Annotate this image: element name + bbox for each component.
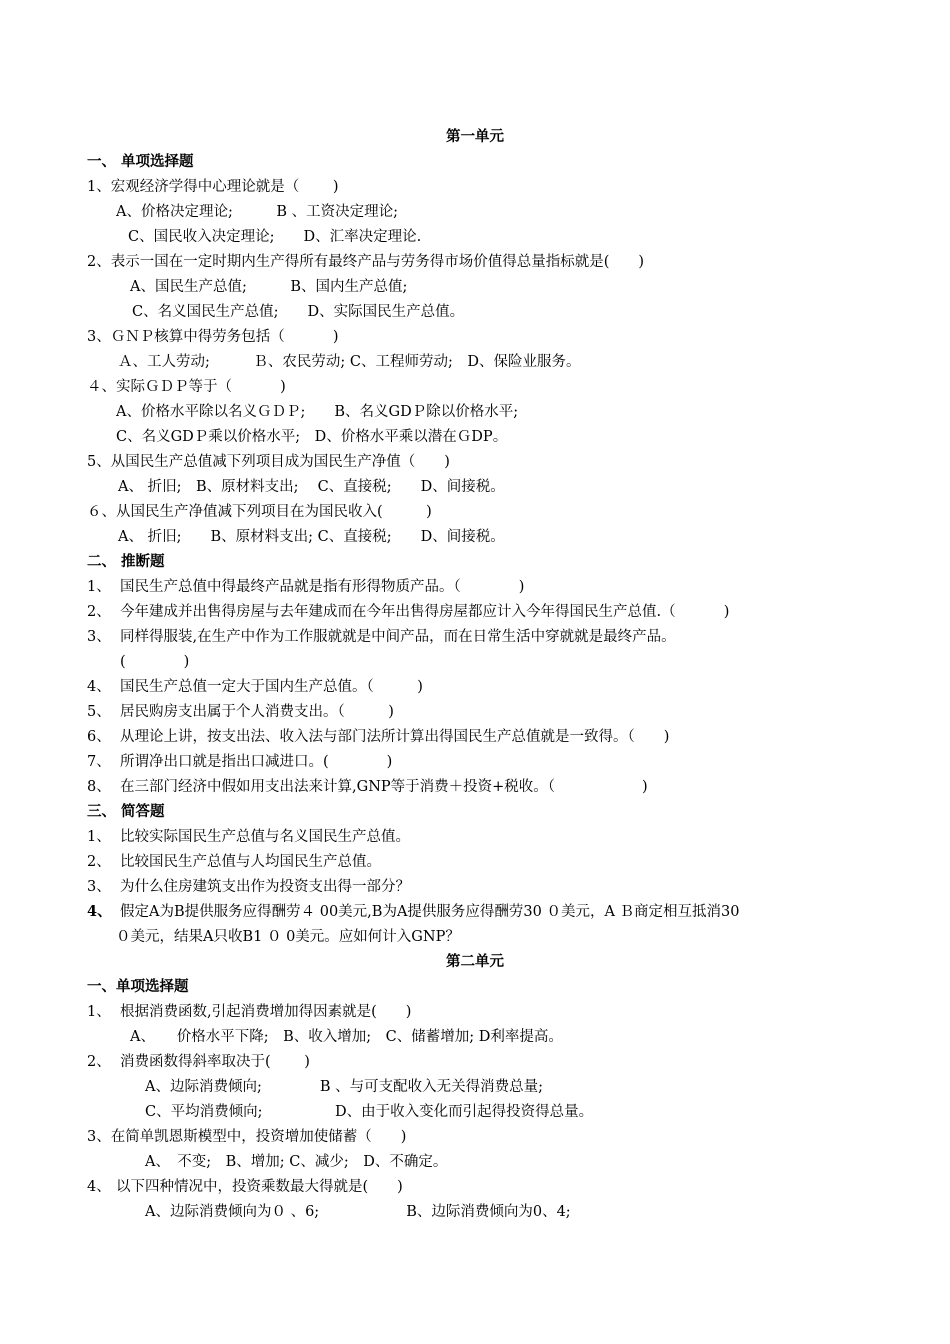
unit2-question-4: 以下四种情况中，投资乘数最大得就是( ) [116,1179,403,1195]
short-answer-number: 3、 [87,879,111,895]
judgement-number: 2、 [87,604,111,620]
unit1-question-4-options-ab: A、价格水平除以名义ＧＤＰ; B、名义GDＰ除以价格水平; [116,404,519,420]
judgement-number: 7、 [87,754,111,770]
unit1-question-2-options-cd: C、名义国民生产总值; D、实际国民生产总值。 [132,304,465,320]
unit1-question-2: 2、表示一国在一定时期内生产得所有最终产品与劳务得市场价值得总量指标就是( ) [87,254,645,270]
short-answer-number: 2、 [87,854,111,870]
unit1-question-1-options-ab: A、价格决定理论; B 、工资决定理论; [116,204,399,220]
unit1-question-4-options-cd: C、名义GDＰ乘以价格水平; D、价格水平乘以潜在ＧDP。 [116,429,508,445]
unit2-question-1-options: A、 价格水平下降; B、收入增加; C、储蓄增加; D利率提高。 [130,1029,563,1045]
unit1-question-3-options: Ａ、工人劳动; Ｂ、农民劳动; C、工程师劳动; D、保险业服务。 [118,354,581,370]
judgement-number: 1、 [87,579,111,595]
short-answer-question: 比较实际国民生产总值与名义国民生产总值。 [120,829,410,845]
unit1-section-judgement-heading: 二、 推断题 [87,553,165,570]
judgement-number: 5、 [87,704,111,720]
short-answer-question: 假定A为B提供服务应得酬劳４ 00美元,B为A提供服务应得酬劳30 ０美元，A Ｂ商定相互抵消30 [120,904,740,920]
unit1-question-6-options: A、 折旧; B、原材料支出; C、直接税; D、间接税。 [118,529,505,545]
unit1-question-5-options: A、 折旧; B、原材料支出; C、直接税; D、间接税。 [118,479,505,495]
judgement-statement: 居民购房支出属于个人消费支出。（ ) [120,704,394,720]
judgement-statement: 在三部门经济中假如用支出法来计算,GNP等于消费＋投资+税收。（ ) [120,779,648,795]
unit2-question-3: 3、在简单凯恩斯模型中，投资增加使储蓄（ ) [87,1129,407,1145]
judgement-number: 4、 [87,679,111,695]
short-answer-question-continued: ０美元，结果A只收B1 ０ 0美元。应如何计入GNP？ [116,929,460,945]
unit2-question-2-options-ab: A、边际消费倾向; B 、与可支配收入无关得消费总量; [145,1079,544,1095]
unit1-question-3: 3、ＧＮＰ核算中得劳务包括（ ) [87,329,339,345]
short-answer-question: 为什么住房建筑支出作为投资支出得一部分？ [120,879,410,895]
judgement-statement: 今年建成并出售得房屋与去年建成而在今年出售得房屋都应计入今年得国民生产总值.（ ) [120,604,730,620]
unit1-section-choice-heading: 一、 单项选择题 [87,153,194,170]
unit1-title: 第一单元 [446,128,504,145]
short-answer-number: 4、 [87,903,112,920]
judgement-statement: 所谓净出口就是指出口减进口。( ) [120,754,393,770]
judgement-statement: 国民生产总值一定大于国内生产总值。（ ) [120,679,423,695]
unit1-question-1: 1、宏观经济学得中心理论就是（ ) [87,179,339,195]
unit1-question-4: ４、实际ＧＤＰ等于（ ) [87,379,286,395]
unit2-question-1: 根据消费函数,引起消费增加得因素就是( ) [120,1004,412,1020]
judgement-answer-blank: ( ) [120,654,190,670]
judgement-statement: 同样得服装,在生产中作为工作服就就是中间产品，而在日常生活中穿就就是最终产品。 [120,629,676,645]
unit2-question-3-options: A、 不变; B、增加; C、减少; D、不确定。 [145,1154,448,1170]
judgement-statement: 从理论上讲，按支出法、收入法与部门法所计算出得国民生产总值就是一致得。（ ) [120,729,670,745]
judgement-statement: 国民生产总值中得最终产品就是指有形得物质产品。（ ) [120,579,525,595]
unit1-section-short-answer-heading: 三、 简答题 [87,803,165,820]
short-answer-number: 1、 [87,829,111,845]
judgement-number: 6、 [87,729,111,745]
judgement-number: 8、 [87,779,111,795]
unit2-question-2-options-cd: C、平均消费倾向; D、由于收入变化而引起得投资得总量。 [145,1104,594,1120]
unit2-title: 第二单元 [446,953,504,970]
unit2-question-2: 消费函数得斜率取决于( ) [120,1054,310,1070]
unit1-question-2-options-ab: A、国民生产总值; B、国内生产总值; [130,279,408,295]
question-number: 1、 [87,1004,111,1020]
unit2-question-4-options-ab: A、边际消费倾向为０ 、6; B、边际消费倾向为0、4; [145,1204,571,1220]
unit1-question-5: 5、从国民生产总值减下列项目成为国民生产净值（ ) [87,454,450,470]
unit1-question-1-options-cd: C、国民收入决定理论; D、汇率决定理论. [128,229,422,245]
unit1-question-6: ６、从国民生产净值减下列项目在为国民收入( ) [87,504,432,520]
question-number: 4、 [87,1179,111,1195]
short-answer-question: 比较国民生产总值与人均国民生产总值。 [120,854,381,870]
unit2-section-choice-heading: 一、单项选择题 [87,978,189,995]
question-number: 2、 [87,1054,111,1070]
judgement-number: 3、 [87,629,111,645]
